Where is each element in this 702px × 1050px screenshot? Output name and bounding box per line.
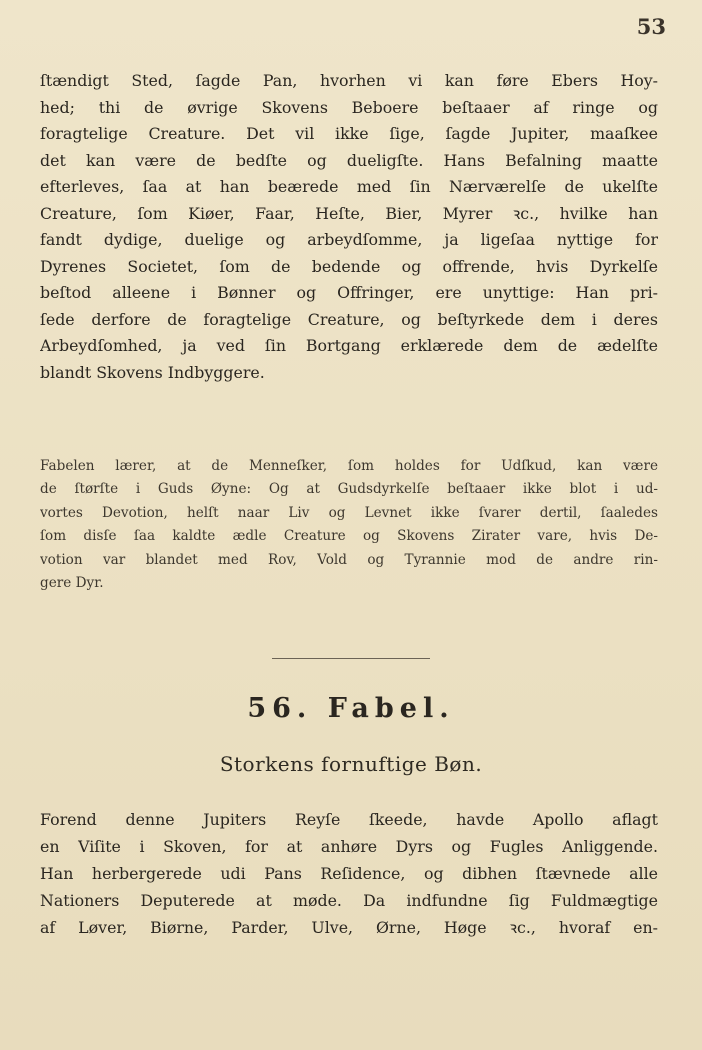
text-line: Dyrenes Societet, ſom de bedende og offrende, hvis Dyrkelſe: [40, 256, 658, 276]
text-line: ſtændigt Sted, ſagde Pan, hvorhen vi kan føre Ebers Hoy-: [40, 71, 658, 90]
text-line: foragtelige Creature. Det vil ikke ſige, ſagde Jupiter, maaſkee: [40, 124, 658, 143]
text-line: Creature, ſom Kiøer, Faar, Heſte, Bier, Myrer ꝛc., hvilke han: [40, 203, 658, 223]
fable-heading: 56. Fabel.: [247, 693, 455, 724]
note-line: de ſtørſte i Guds Øyne: Og at Gudsdyrkelſe beſtaaer ikke blot i ud-: [40, 481, 658, 498]
note-line: ſom disſe ſaa kaldte ædle Creature og Skovens Zirater vare, hvis De-: [40, 528, 658, 545]
text-line: Nationers Deputerede at møde. Da indfundne ſig Fuldmægtige: [40, 891, 658, 910]
fable-paragraph: [40, 806, 658, 941]
text-line: blandt Skovens Indbyggere.: [40, 362, 265, 382]
text-line: det kan være de bedſte og dueligſte. Hans Befalning maatte: [40, 150, 658, 170]
page-number: 53: [636, 14, 666, 39]
text-line: Han herbergerede udi Pans Reſidence, og dibhen ſtævnede alle: [40, 864, 658, 883]
text-line: Arbeydſomhed, ja ved ſin Bortgang erklærede dem de ædelſte: [40, 336, 658, 355]
note-line: votion var blandet med Rov, Vold og Tyrannie mod de andre rin-: [40, 551, 658, 568]
text-line: en Viſite i Skoven, for at anhøre Dyrs og Fugles Anliggende.: [40, 837, 658, 856]
text-line: hed; thi de øvrige Skovens Beboere beſtaaer af ringe og: [40, 97, 658, 117]
section-divider: [272, 658, 430, 659]
note-line: Fabelen lærer, at de Menneſker, ſom holdes for Udſkud, kan være: [40, 458, 658, 474]
body-paragraph: [40, 68, 658, 386]
text-line: Forend denne Jupiters Reyſe ſkeede, havde Apollo aflagt: [40, 810, 658, 829]
fable-subtitle: Storkens fornuftige Bøn.: [219, 752, 483, 776]
text-line: af Løver, Biørne, Parder, Ulve, Ørne, Høge ꝛc., hvoraf en-: [40, 918, 658, 937]
note-line: gere Dyr.: [40, 575, 104, 592]
text-line: efterleves, ſaa at han beærede med ſin Nærværelſe de ukelſte: [40, 177, 658, 196]
moral-note: [40, 455, 658, 595]
text-line: fandt dydige, duelige og arbeydſomme, ja ligeſaa nyttige for: [40, 230, 658, 249]
text-line: beſtod alleene i Bønner og Offringer, ere unyttige: Han pri-: [40, 283, 658, 302]
text-line: ſede derfore de foragtelige Creature, og beſtyrkede dem i deres: [40, 309, 658, 329]
note-line: vortes Devotion, helſt naar Liv og Levnet ikke ſvarer dertil, ſaaledes: [40, 504, 658, 521]
